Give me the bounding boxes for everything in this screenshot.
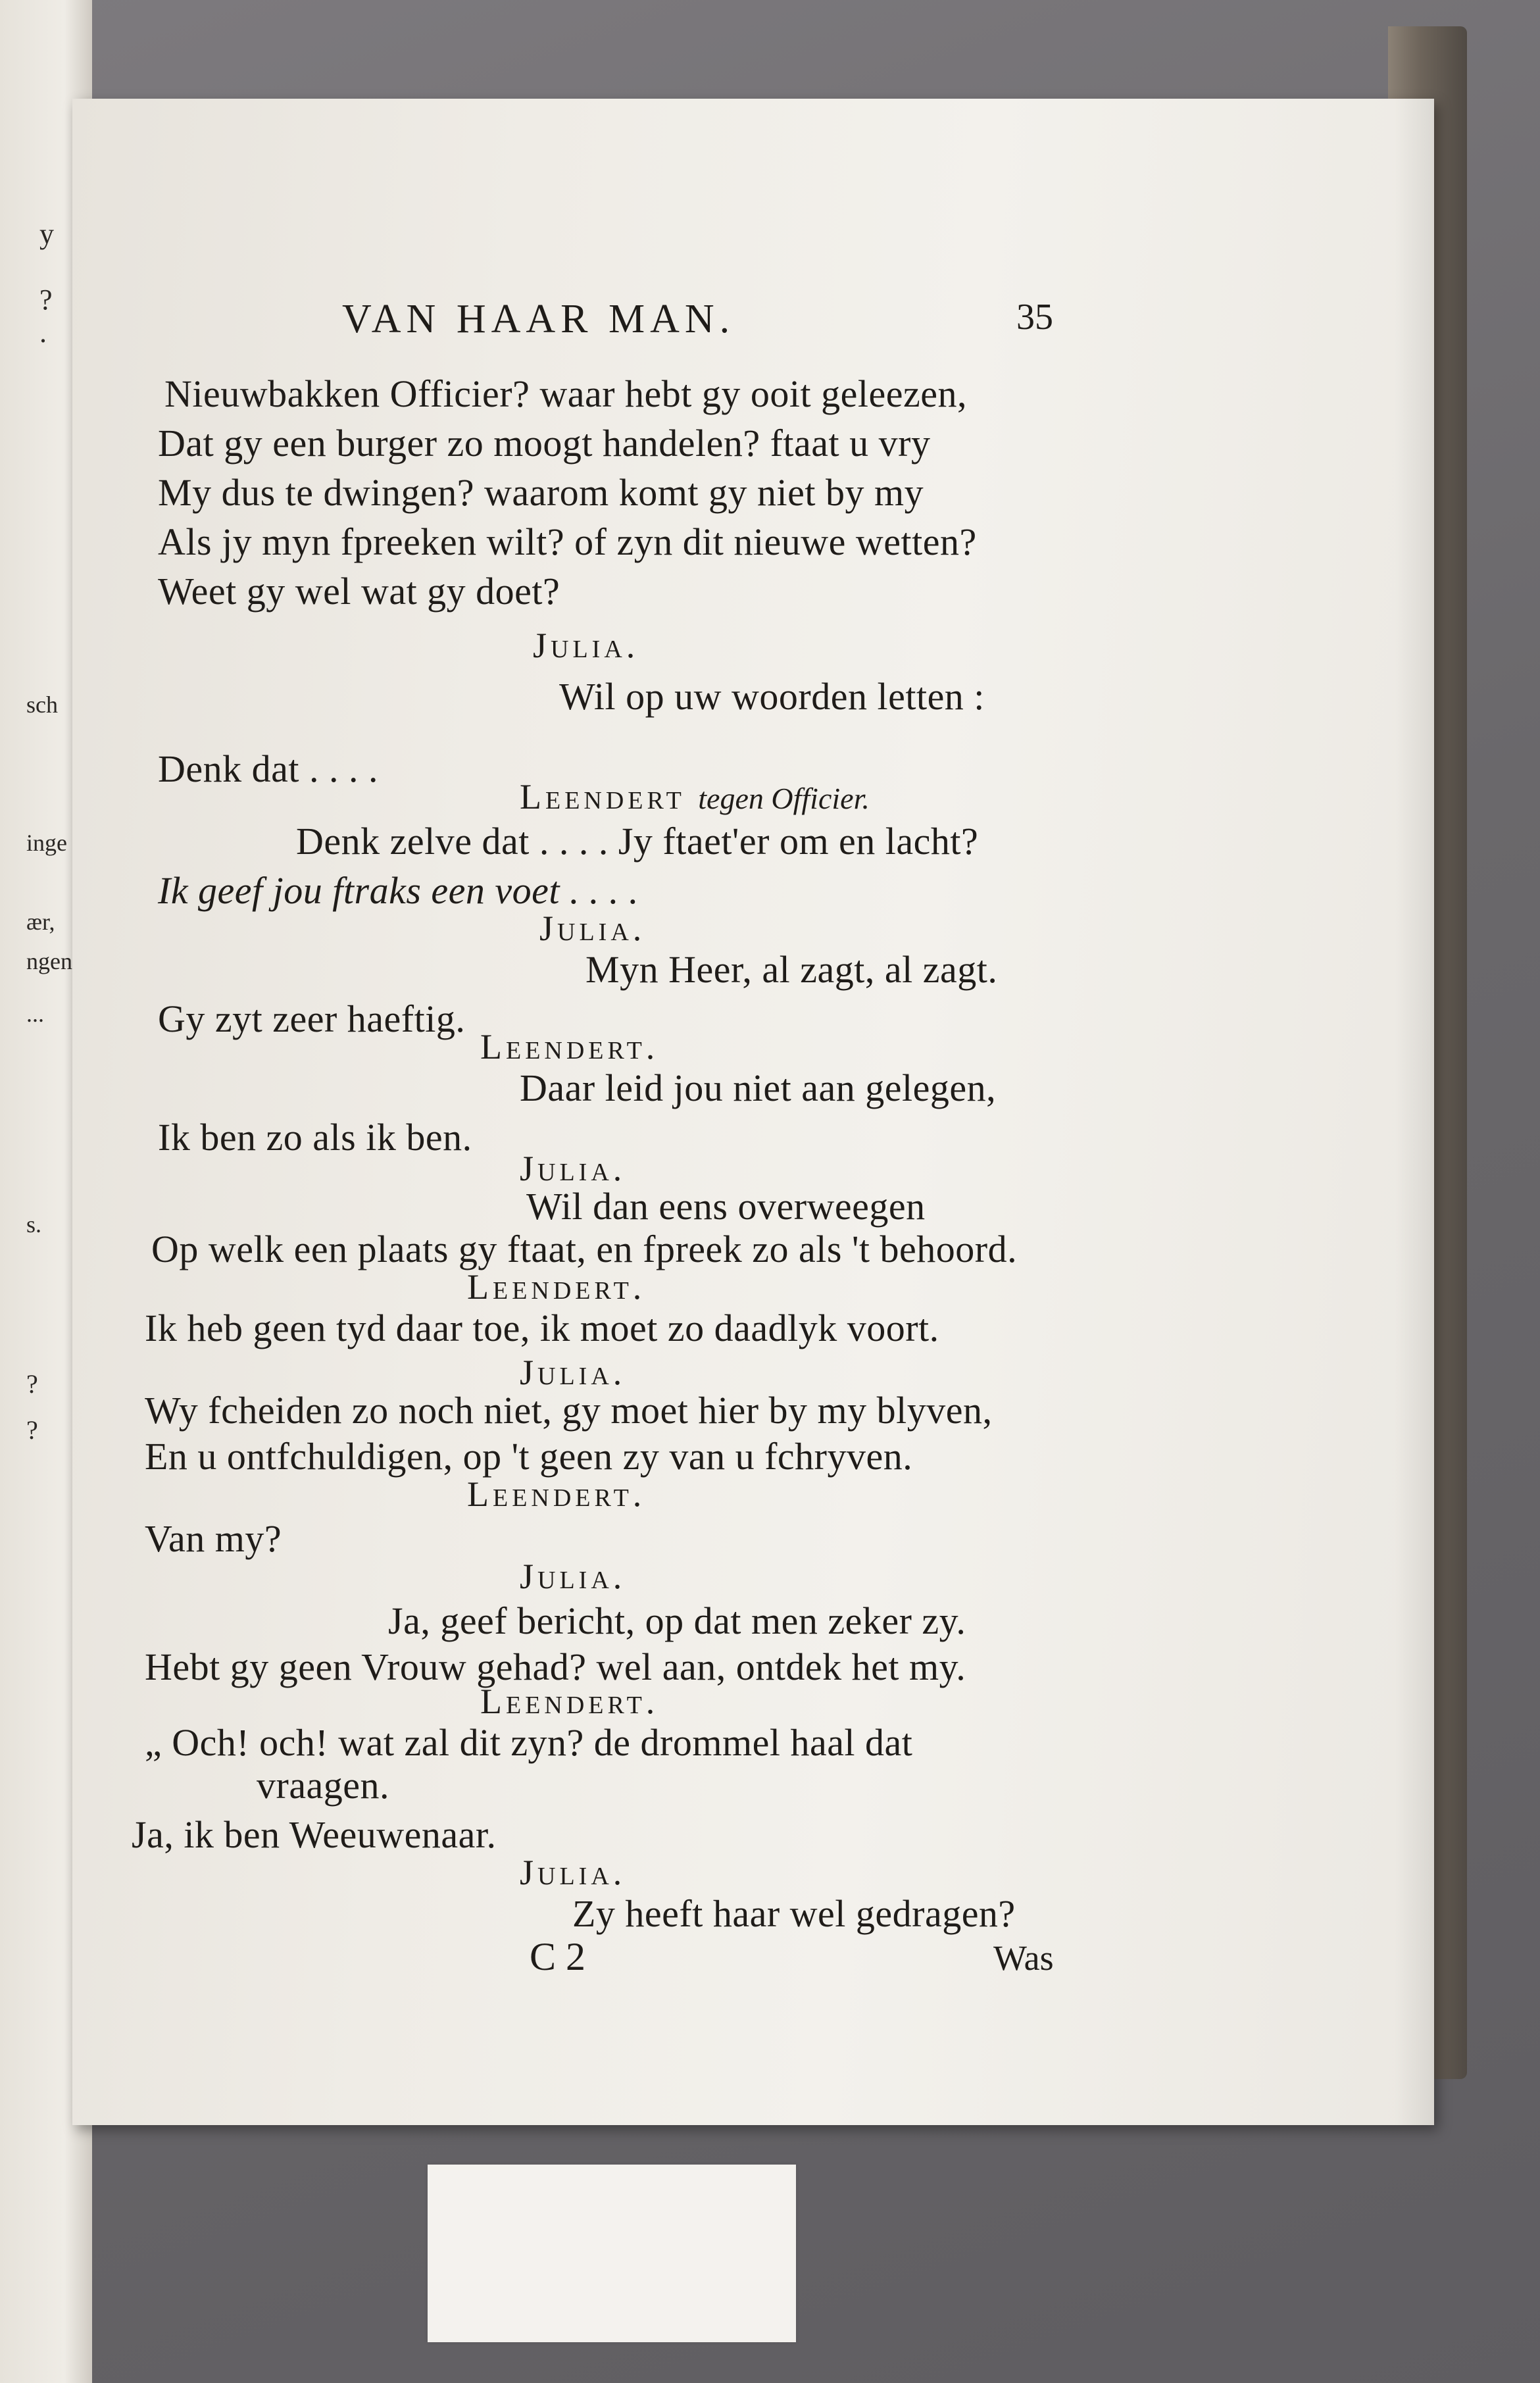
verse-line: Denk zelve dat . . . . Jy ftaet'er om en lacht? [296,820,979,863]
speaker-name: Julia. [520,1853,626,1892]
signature-mark: C 2 [530,1935,586,1978]
verse-line: Ik heb geen tyd daar toe, ik moet zo daadlyk voort. [145,1307,939,1349]
left-fragment: s. [26,1211,42,1238]
verse-line: Daar leid jou niet aan gelegen, [520,1066,997,1109]
verse-line: Van my? [145,1517,282,1560]
verse-line: Ik ben zo als ik ben. [158,1116,472,1159]
left-fragment: ? [26,1415,38,1445]
catchword: Was [993,1938,1054,1978]
book-page [72,99,1434,2125]
verse-line: Denk dat . . . . [158,747,378,790]
verse-line: Dat gy een burger zo moogt handelen? ftaat u vry [158,422,931,464]
verse-line: Als jy myn fpreeken wilt? of zyn dit nieuwe wetten? [158,520,977,563]
page-number: 35 [1016,297,1053,338]
verse-line: My dus te dwingen? waarom komt gy niet by my [158,471,924,514]
left-fragment: . [39,316,47,349]
verse-line: „ Och! och! wat zal dit zyn? de drommel haal dat [145,1721,913,1764]
speaker-name: Julia. [520,1557,626,1596]
left-fragment: y [39,218,54,250]
left-fragment: ? [39,284,53,316]
speaker-name: Leendert. [467,1474,646,1514]
verse-line: Gy zyt zeer haeftig. [158,997,466,1040]
verse-line: vraagen. [257,1764,390,1807]
verse-line: Weet gy wel wat gy doet? [158,570,560,613]
verse-line: Zy heeft haar wel gedragen? [572,1892,1016,1935]
left-fragment: ? [26,1369,38,1399]
running-title: VAN HAAR MAN. [342,297,735,341]
speaker-name: Julia. [533,626,639,665]
speaker-with-stage-direction [520,776,870,817]
verse-line: Myn Heer, al zagt, al zagt. [585,948,998,991]
speaker-name: Leendert [520,777,685,816]
verse-line: Ja, ik ben Weeuwenaar. [132,1813,497,1856]
verse-line: Nieuwbakken Officier? waar hebt gy ooit geleezen, [164,372,967,415]
left-fragment: sch [26,691,58,718]
left-fragment: ngen [26,948,72,974]
stage-direction: tegen Officier. [698,782,870,815]
blank-label-patch [428,2165,796,2342]
left-fragment: ær, [26,909,55,935]
speaker-name: Leendert. [480,1682,659,1721]
left-fragment: inge [26,830,67,856]
page-text-block [72,99,1434,2125]
speaker-name: Leendert. [480,1027,659,1066]
verse-line: Op welk een plaats gy ftaat, en fpreek zo als 't behoord. [151,1228,1018,1270]
verse-line: Wil dan eens overweegen [526,1185,926,1228]
verse-line: Ja, geef bericht, op dat men zeker zy. [388,1599,966,1642]
verse-line: Wil op uw woorden letten : [559,675,985,718]
verse-line: Ik geef jou ftraks een voet . . . . [158,869,639,912]
verse-line: En u ontfchuldigen, op 't geen zy van u fchryven. [145,1435,913,1478]
speaker-name: Julia. [539,909,646,948]
left-fragment: ... [26,1001,44,1027]
speaker-name: Julia. [520,1353,626,1392]
verse-line: Hebt gy geen Vrouw gehad? wel aan, ontdek het my. [145,1645,966,1688]
verse-line: Wy fcheiden zo noch niet, gy moet hier by my blyven, [145,1389,993,1432]
speaker-name: Julia. [520,1149,626,1188]
speaker-name: Leendert. [467,1267,646,1307]
